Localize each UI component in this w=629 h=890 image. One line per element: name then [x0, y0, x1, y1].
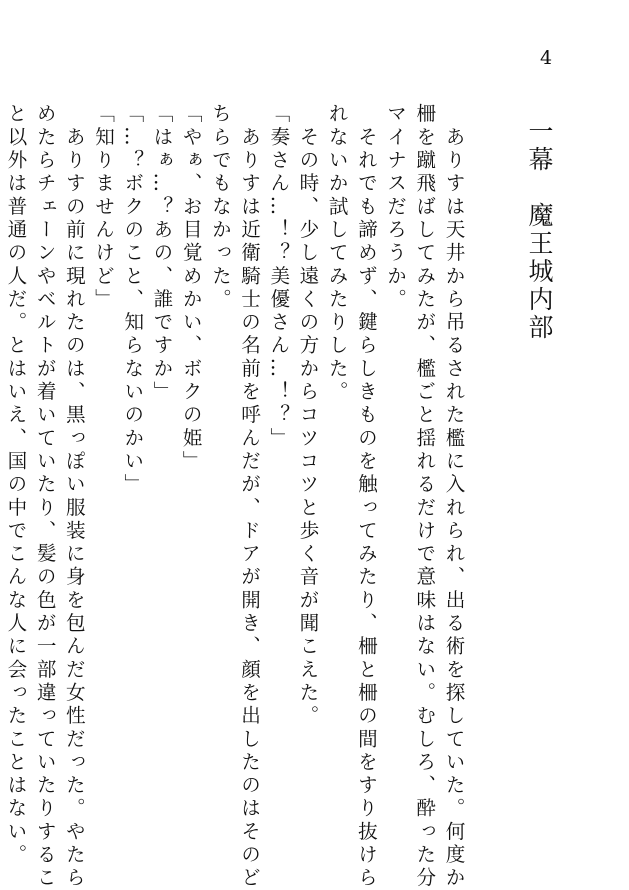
text-line: ありすは近衛騎士の名前を呼んだが、ドアが開き、顔を出したのはそのど: [237, 103, 261, 890]
text-line: ありすの前に現れたのは、黒っぽい服装に身を包んだ女性だった。やたら: [62, 103, 86, 890]
text-line: それでも諦めず、鍵らしきものを触ってみたり、柵と柵の間をすり抜けら: [354, 103, 378, 890]
text-line: 「知りませんけど」: [91, 103, 115, 312]
text-line: 「はぁ…？あの、誰ですか」: [149, 103, 173, 404]
text-line: めたらチェーンやベルトが着いていたり、髪の色が一部違っていたりするこ: [33, 103, 57, 890]
text-line: マイナスだろうか。: [383, 103, 407, 312]
chapter-title: 一幕 魔王城内部: [525, 118, 554, 342]
body-text: [1, 103, 468, 890]
text-line: 「奏さん…！？美優さん…！？」: [266, 103, 290, 451]
text-line: ありすは天井から吊るされた檻に入れられ、出る術を探していた。何度か: [442, 103, 465, 890]
text-line: と以外は普通の人だ。とはいえ、国の中でこんな人に会ったことはない。: [3, 103, 27, 867]
text-line: れないか試してみたりした。: [325, 103, 349, 404]
text-line: 「やぁ、お目覚めかい、ボクの姫」: [179, 103, 203, 474]
page-number: 4: [539, 47, 553, 69]
text-line: その時、少し遠くの方からコツコツと歩く音が聞こえた。: [295, 103, 319, 729]
text-line: 柵を蹴飛ばしてみたが、檻ごと揺れるだけで意味はない。むしろ、酔った分: [412, 103, 436, 890]
text-line: 「…？ボクのこと、知らないのかい」: [120, 103, 144, 497]
text-line: ちらでもなかった。: [208, 103, 232, 312]
